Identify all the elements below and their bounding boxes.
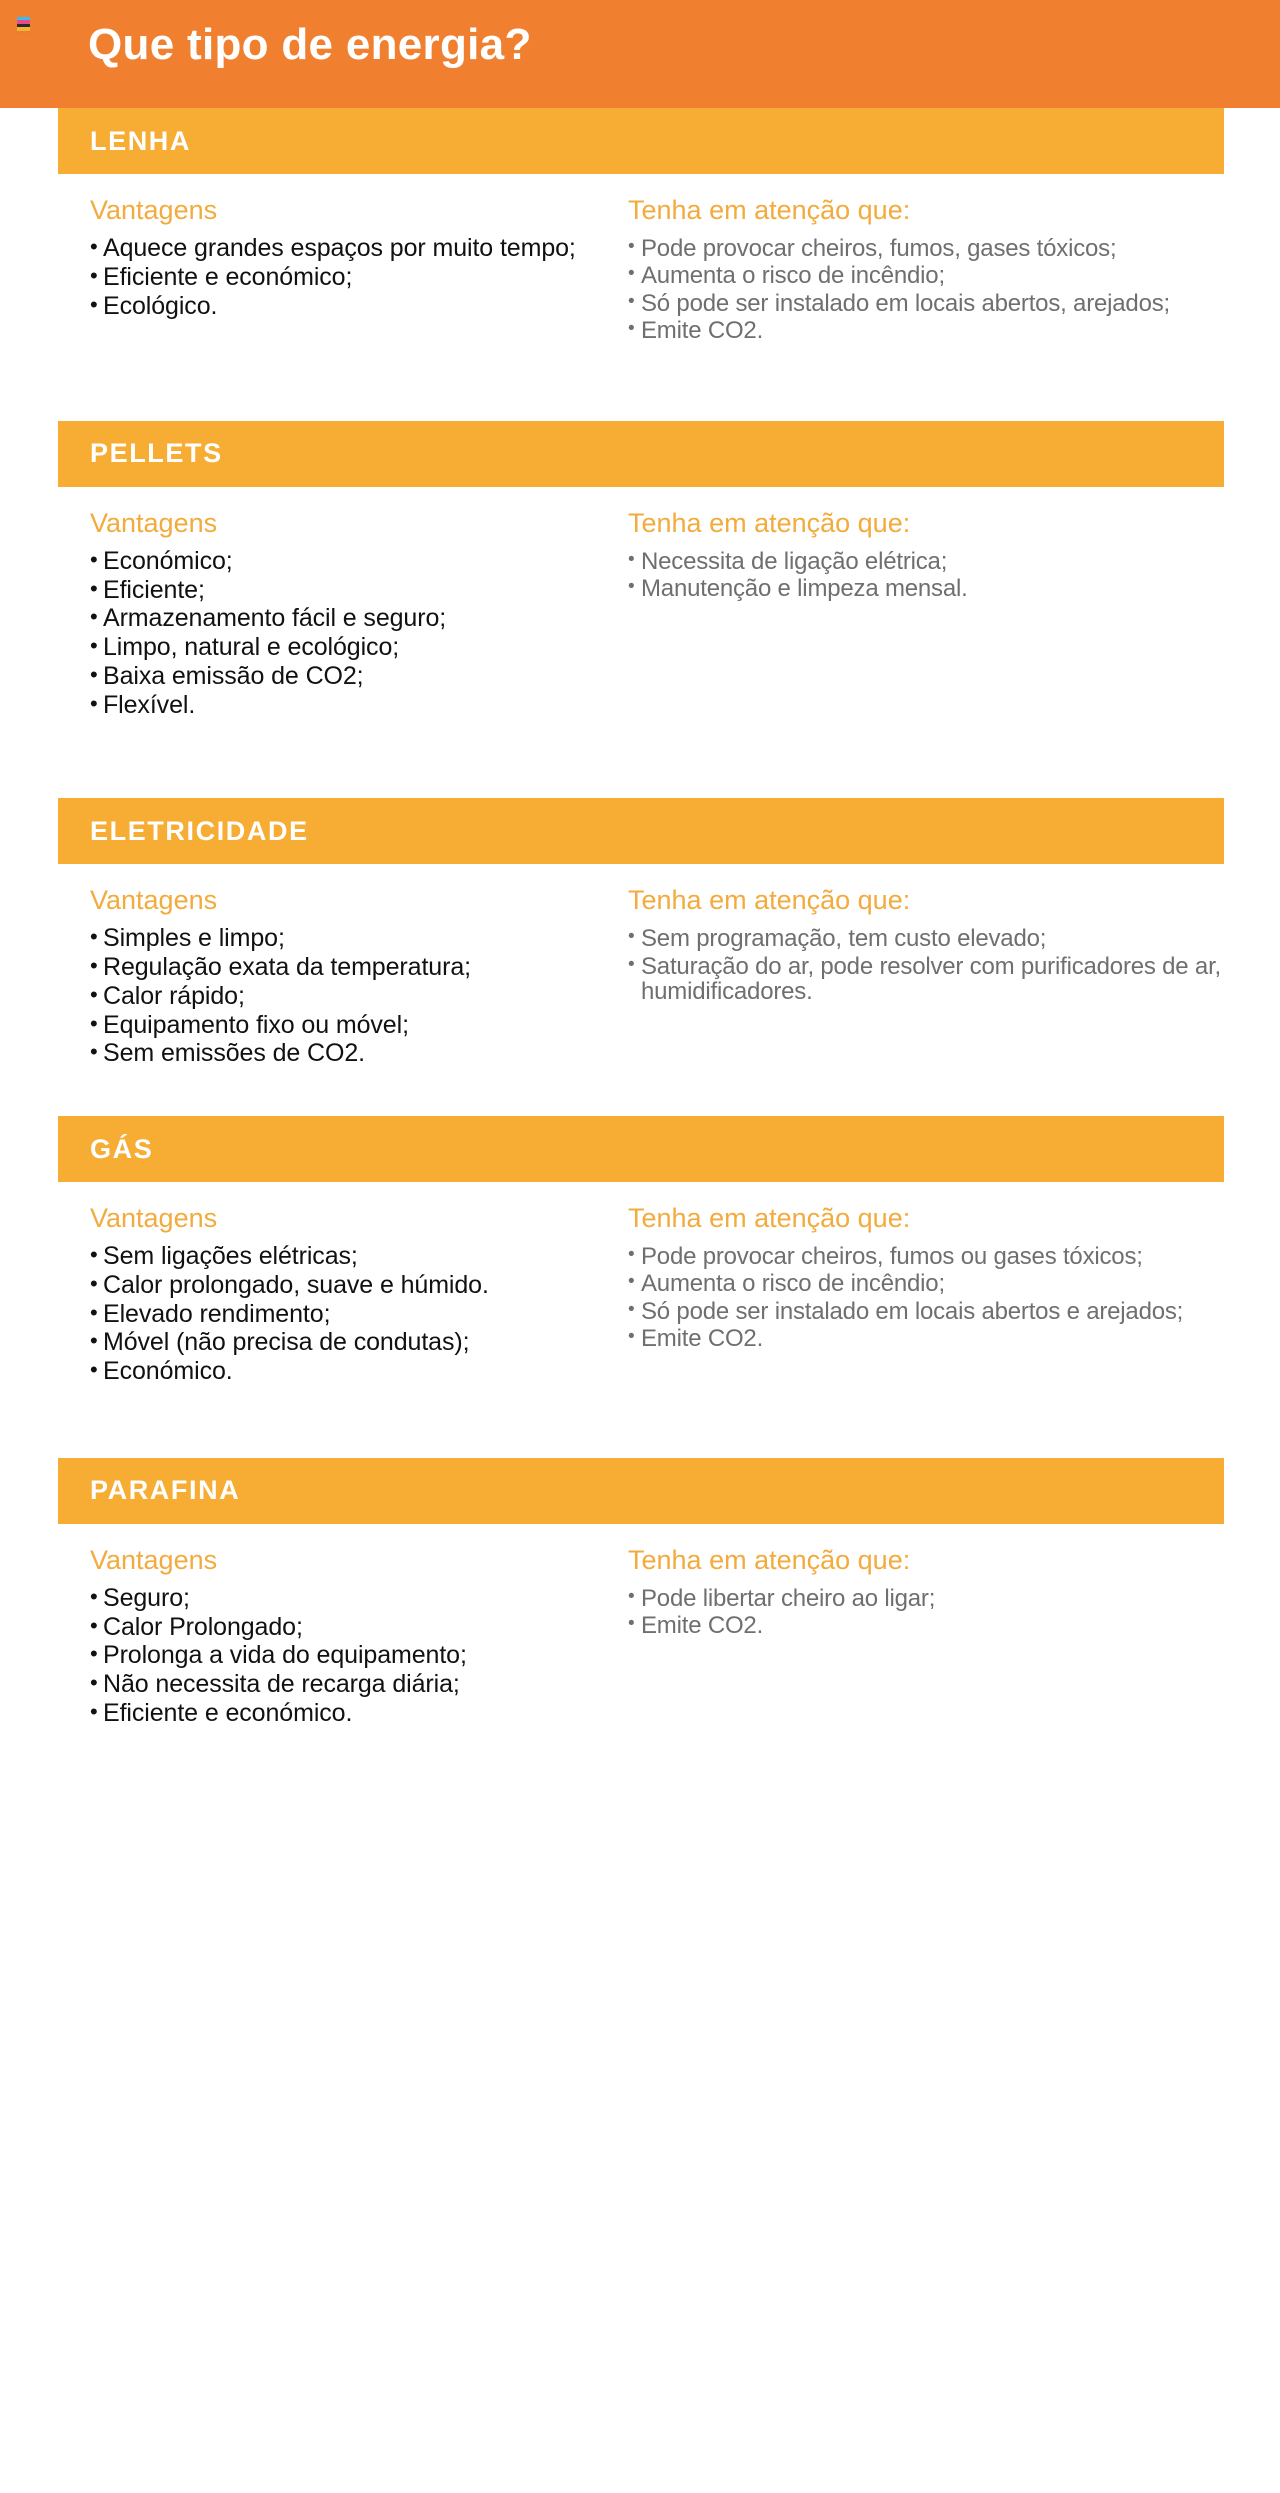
advantages-column <box>90 883 628 1070</box>
page-banner <box>0 0 1280 108</box>
list-item: • Calor prolongado, suave e húmido. <box>90 1273 628 1299</box>
bullet-list <box>628 549 1224 602</box>
page-title: Que tipo de energia? <box>88 20 532 69</box>
section-title: PARAFINA <box>90 1475 241 1506</box>
section-title: LENHA <box>90 125 191 156</box>
energy-section <box>0 108 1280 346</box>
bullet-list <box>90 1244 628 1385</box>
warnings-column <box>628 1201 1224 1388</box>
list-item: • Equipamento fixo ou móvel; <box>90 1013 628 1039</box>
list-item: • Eficiente; <box>90 578 628 604</box>
list-item: • Emite CO2. <box>628 318 1224 343</box>
bullet-list <box>90 546 628 719</box>
list-item: • Ecológico. <box>90 294 628 320</box>
energy-section <box>0 1458 1280 1730</box>
bullet-list <box>628 926 1224 1004</box>
energy-section <box>0 421 1280 722</box>
list-item: • Prolonga a vida do equipamento; <box>90 1643 628 1669</box>
list-item: • Necessita de ligação elétrica; <box>628 549 1224 574</box>
warnings-column <box>628 506 1224 722</box>
list-item: • Pode provocar cheiros, fumos, gases tóxicos; <box>628 236 1224 261</box>
list-item: • Emite CO2. <box>628 1326 1224 1351</box>
list-item: • Económico; <box>90 549 628 575</box>
list-item: • Emite CO2. <box>628 1613 1224 1638</box>
section-spacer <box>0 346 1280 421</box>
list-item: • Simples e limpo; <box>90 926 628 952</box>
section-header-bar <box>58 421 1224 487</box>
bullet-list <box>90 926 628 1067</box>
list-item: • Sem emissões de CO2. <box>90 1041 628 1067</box>
advantages-column <box>90 506 628 722</box>
list-item: • Económico. <box>90 1359 628 1385</box>
section-header-bar <box>58 1458 1224 1524</box>
energy-section <box>0 798 1280 1070</box>
list-item: • Armazenamento fácil e seguro; <box>90 606 628 632</box>
list-item: • Pode provocar cheiros, fumos ou gases tóxicos; <box>628 1244 1224 1269</box>
warnings-column <box>628 1543 1224 1730</box>
section-title: GÁS <box>90 1133 154 1164</box>
stacked-color-bars-logo-icon <box>17 17 30 34</box>
column-heading: Tenha em atenção que: <box>628 195 911 225</box>
column-heading: Tenha em atenção que: <box>628 1203 911 1233</box>
bullet-list <box>628 1586 1224 1639</box>
list-item: • Eficiente e económico. <box>90 1701 628 1727</box>
section-body <box>58 174 1224 346</box>
column-heading: Tenha em atenção que: <box>628 885 911 916</box>
list-item: • Aquece grandes espaços por muito tempo; <box>90 236 628 262</box>
column-heading: Vantagens <box>90 885 218 916</box>
list-item: • Calor rápido; <box>90 984 628 1010</box>
list-item: • Eficiente e económico; <box>90 265 628 291</box>
column-heading: Vantagens <box>90 1544 218 1575</box>
bullet-list <box>90 1583 628 1727</box>
warnings-column <box>628 883 1224 1070</box>
section-body <box>58 1182 1224 1388</box>
column-heading: Vantagens <box>90 1203 218 1233</box>
list-item: • Não necessita de recarga diária; <box>90 1672 628 1698</box>
list-item: • Sem programação, tem custo elevado; <box>628 926 1224 951</box>
section-title: ELETRICIDADE <box>90 815 309 846</box>
list-item: • Manutenção e limpeza mensal. <box>628 576 1224 601</box>
list-item: • Limpo, natural e ecológico; <box>90 635 628 661</box>
section-body <box>58 487 1224 722</box>
section-header-bar <box>58 108 1224 174</box>
section-spacer <box>0 1070 1280 1116</box>
advantages-column <box>90 1201 628 1388</box>
section-body <box>58 864 1224 1070</box>
section-header-bar <box>58 798 1224 864</box>
advantages-column <box>90 193 628 346</box>
list-item: • Só pode ser instalado em locais abertos e arejados; <box>628 1299 1224 1324</box>
list-item: • Flexível. <box>90 693 628 719</box>
column-heading: Vantagens <box>90 507 218 538</box>
column-heading: Vantagens <box>90 195 218 225</box>
section-title: PELLETS <box>90 438 223 469</box>
list-item: • Regulação exata da temperatura; <box>90 955 628 981</box>
list-item: • Aumenta o risco de incêndio; <box>628 263 1224 288</box>
section-body <box>58 1524 1224 1730</box>
section-header-bar <box>58 1116 1224 1182</box>
energy-section <box>0 1116 1280 1388</box>
column-heading: Tenha em atenção que: <box>628 507 911 538</box>
section-spacer <box>0 721 1280 798</box>
section-spacer <box>0 1388 1280 1458</box>
list-item: • Pode libertar cheiro ao ligar; <box>628 1586 1224 1611</box>
bullet-list <box>628 1244 1224 1352</box>
list-item: • Móvel (não precisa de condutas); <box>90 1330 628 1356</box>
list-item: • Saturação do ar, pode resolver com purificadores de ar, humidificadores. <box>628 954 1224 1005</box>
advantages-column <box>90 1543 628 1730</box>
list-item: • Aumenta o risco de incêndio; <box>628 1271 1224 1296</box>
list-item: • Seguro; <box>90 1586 628 1612</box>
warnings-column <box>628 193 1224 346</box>
list-item: • Baixa emissão de CO2; <box>90 664 628 690</box>
list-item: • Calor Prolongado; <box>90 1615 628 1641</box>
sections-container <box>0 108 1280 1730</box>
list-item: • Elevado rendimento; <box>90 1302 628 1328</box>
list-item: • Sem ligações elétricas; <box>90 1244 628 1270</box>
bullet-list <box>90 236 628 319</box>
bullet-list <box>628 236 1224 344</box>
list-item: • Só pode ser instalado em locais abertos, arejados; <box>628 291 1224 316</box>
column-heading: Tenha em atenção que: <box>628 1544 911 1575</box>
